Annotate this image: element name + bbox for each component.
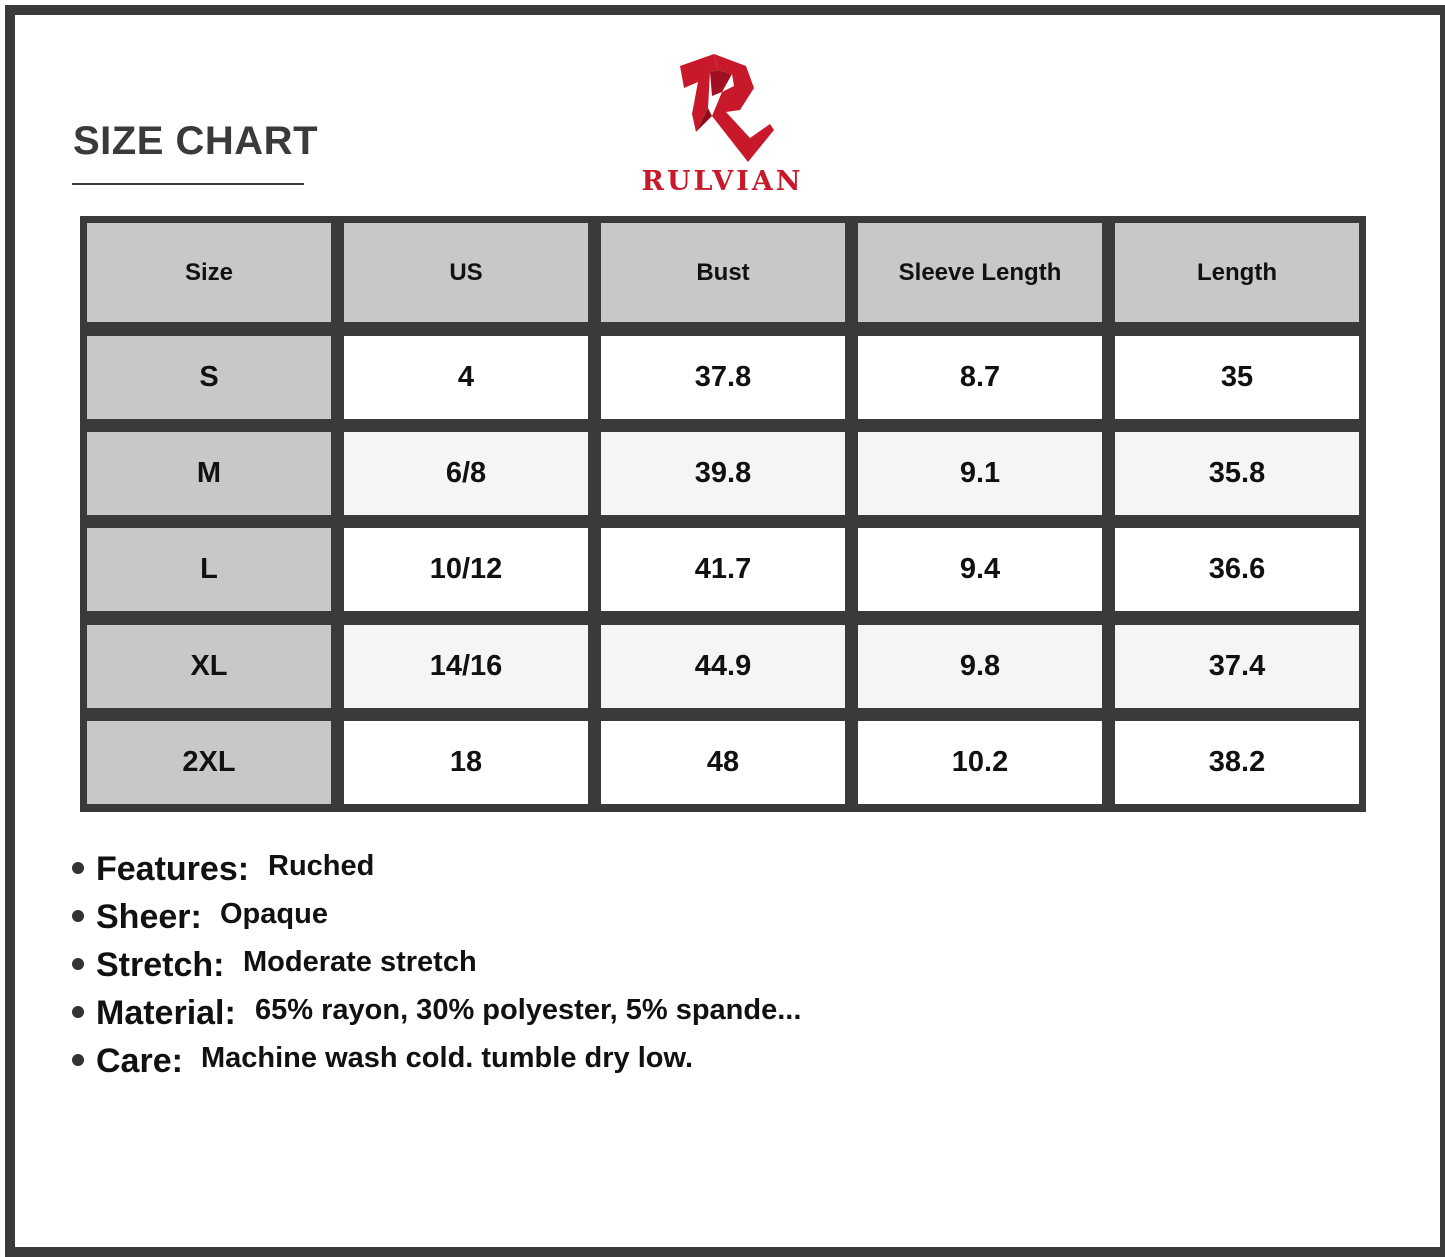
table-cell: 8.7 bbox=[858, 336, 1102, 419]
table-cell: 36.6 bbox=[1115, 528, 1359, 611]
table-header-cell: Length bbox=[1115, 223, 1359, 322]
size-label-cell: M bbox=[87, 432, 331, 515]
feature-label: Features: bbox=[96, 850, 250, 888]
table-cell: 37.8 bbox=[601, 336, 845, 419]
table-cell: 4 bbox=[344, 336, 588, 419]
table-header-cell: Size bbox=[87, 223, 331, 322]
feature-label: Sheer: bbox=[96, 898, 202, 936]
table-header-cell: Sleeve Length bbox=[858, 223, 1102, 322]
table-cell: 48 bbox=[601, 721, 845, 804]
rulvian-r-logo-icon bbox=[670, 52, 774, 162]
table-cell: 44.9 bbox=[601, 625, 845, 708]
bullet-icon bbox=[72, 958, 84, 970]
table-header-cell: Bust bbox=[601, 223, 845, 322]
table-cell: 9.4 bbox=[858, 528, 1102, 611]
page-title: SIZE CHART bbox=[73, 119, 318, 163]
feature-label: Stretch: bbox=[96, 946, 225, 984]
table-cell: 37.4 bbox=[1115, 625, 1359, 708]
table-cell: 14/16 bbox=[344, 625, 588, 708]
table-cell: 9.8 bbox=[858, 625, 1102, 708]
feature-value: Moderate stretch bbox=[243, 946, 477, 978]
table-header-cell: US bbox=[344, 223, 588, 322]
table-cell: 6/8 bbox=[344, 432, 588, 515]
size-table bbox=[80, 216, 1366, 812]
table-cell: 9.1 bbox=[858, 432, 1102, 515]
bullet-icon bbox=[72, 910, 84, 922]
feature-label: Material: bbox=[96, 994, 236, 1032]
brand-name: RULVIAN bbox=[641, 166, 804, 197]
title-underline bbox=[72, 183, 304, 185]
bullet-icon bbox=[72, 862, 84, 874]
bullet-icon bbox=[72, 1006, 84, 1018]
feature-value: Machine wash cold. tumble dry low. bbox=[201, 1042, 694, 1074]
feature-value: 65% rayon, 30% polyester, 5% spande... bbox=[255, 994, 802, 1026]
size-label-cell: XL bbox=[87, 625, 331, 708]
table-cell: 38.2 bbox=[1115, 721, 1359, 804]
size-label-cell: 2XL bbox=[87, 721, 331, 804]
table-cell: 39.8 bbox=[601, 432, 845, 515]
size-label-cell: S bbox=[87, 336, 331, 419]
table-cell: 35.8 bbox=[1115, 432, 1359, 515]
table-cell: 10/12 bbox=[344, 528, 588, 611]
feature-value: Ruched bbox=[268, 850, 375, 882]
feature-value: Opaque bbox=[220, 898, 328, 930]
feature-label: Care: bbox=[96, 1042, 183, 1080]
size-label-cell: L bbox=[87, 528, 331, 611]
bullet-icon bbox=[72, 1054, 84, 1066]
table-cell: 10.2 bbox=[858, 721, 1102, 804]
table-cell: 35 bbox=[1115, 336, 1359, 419]
table-cell: 18 bbox=[344, 721, 588, 804]
table-cell: 41.7 bbox=[601, 528, 845, 611]
